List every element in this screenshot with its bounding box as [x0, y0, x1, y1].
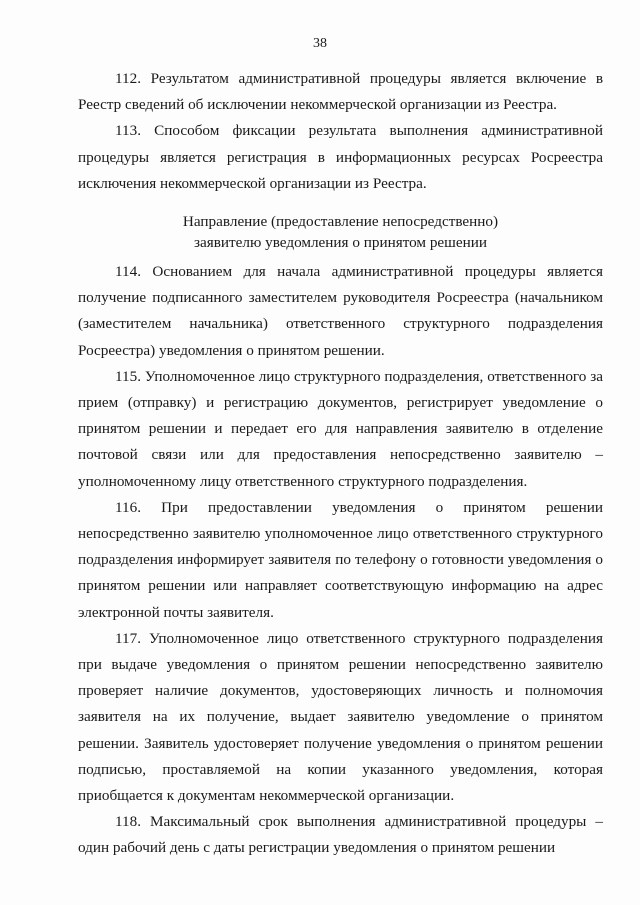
- section-heading: [78, 211, 603, 253]
- paragraph-112: 112. Результатом административной процедуры является включение в Реестр сведений об исключении некоммерческой организации из Реестра.: [78, 70, 603, 114]
- section-heading-line-2: заявителю уведомления о принятом решении: [194, 234, 487, 252]
- paragraph-116: 116. При предоставлении уведомления о принятом решении непосредственно заявителю уполномоченное лицо ответственного структурного подразделения информирует заявителя по телефону о готовности уведомления о принятом решении или направляет соответствующую информацию на адрес электронной почты заявителя.: [78, 498, 603, 621]
- paragraph-113: 113. Способом фиксации результата выполнения административной процедуры является регистрация в информационных ресурсах Росреестра исключения некоммерческой организации из Реестра.: [78, 122, 603, 192]
- paragraph-117: 117. Уполномоченное лицо ответственного структурного подразделения при выдаче уведомления о принятом решении непосредственно заявителю проверяет наличие документов, удостоверяющих личность и полномочия заявителя на их получение, выдает заявителю уведомление о принятом решении. Заявитель удостоверяет получение уведомления о принятом решении подписью, проставляемой на копии указанного уведомления, которая приобщается к документам некоммерческой организации.: [78, 629, 603, 805]
- section-heading-line-1: Направление (предоставление непосредственно): [182, 213, 499, 231]
- paragraph-114: 114. Основанием для начала административной процедуры является получение подписанного заместителем руководителя Росреестра (начальником (заместителем начальника) ответственного структурного подразделения Росреестра) уведомления о принятом решении.: [78, 263, 603, 359]
- document-body: [78, 66, 603, 862]
- paragraph-115: 115. Уполномоченное лицо структурного подразделения, ответственного за прием (отправку) и регистрацию документов, регистрирует уведомление о принятом решении и передает его для направления заявителю в отделение почтовой связи или для предоставления непосредственно заявителю – уполномоченному лицу ответственного структурного подразделения.: [78, 367, 603, 490]
- paragraph-118: 118. Максимальный срок выполнения административной процедуры – один рабочий день с даты регистрации уведомления о принятом решении: [78, 813, 603, 857]
- page-number: 38: [313, 36, 327, 51]
